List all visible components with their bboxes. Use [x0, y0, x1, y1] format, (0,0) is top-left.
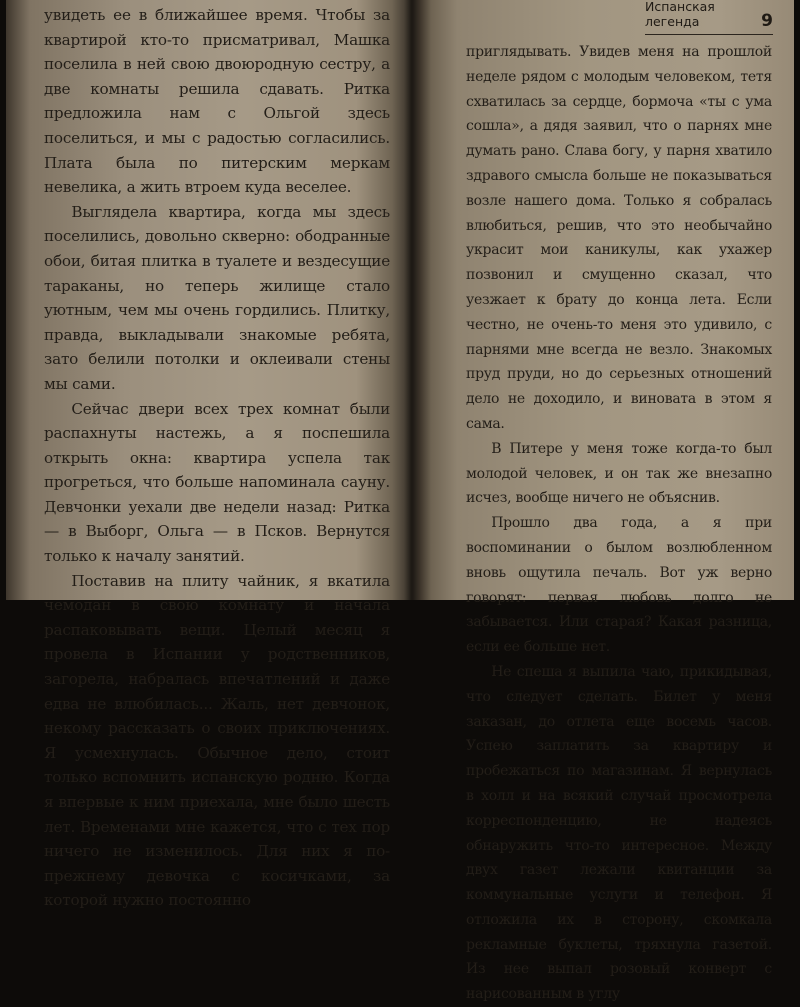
paragraph: Сейчас двери всех трех комнат были распахнуты настежь, а я поспешила открыть окна: квартира успела так прогреться, что больше напоминала сауну. Девчонки уехали две недели назад: Ритка — в Выборг, Ольга — в Псков. Вернутся только к началу занятий. — [44, 399, 390, 566]
paragraph: приглядывать. Увидев меня на прошлой неделе рядом с молодым человеком, тетя схватилась за сердце, бормоча «ты с ума сошла», а дядя заявил, что о парнях мне думать рано. Слава богу, у парня хватило здравого смысла больше не показываться возле нашего дома. Только я собралась влюбиться, решив, что это необычайно украсит мои каникулы, как ухажер позвонил и смущенно сказал, что уезжает к брату до конца лета. Если честно, не очень-то меня это удивило, с парнями мне всегда не везло. Знакомых пруд пруди, но до серьезных отношений дело не доходило, и виновата в этом я сама. — [466, 44, 772, 432]
running-title: Испанская легенда — [645, 0, 715, 29]
page-number: 9 — [761, 11, 773, 31]
paragraph: В Питере у меня тоже когда-то был молодой человек, и он так же внезапно исчез, вообще ничего не объяснив. — [466, 440, 772, 507]
paragraph: Поставив на плиту чайник, я вкатила чемодан в свою комнату и начала распаковывать вещи. Целый месяц я провела в Испании у родственников, загорела, набралась впечатлений и даже едва не влюбилась... Жаль, нет девчонок, некому рассказать о своих приключениях. Я усмехнулась. Обычное дело, стоит только вспомнить испанскую родню. Когда я впервые к ним приехала, мне было шесть лет. Временами мне кажется, что с тех пор ничего не изменилось. Для них я по-прежнему девочка с косичками, за которой нужно постоянно — [44, 571, 390, 910]
book-gutter — [404, 0, 420, 600]
running-header — [645, 0, 773, 35]
left-page-text — [44, 3, 390, 913]
left-page — [6, 0, 404, 910]
right-page — [420, 0, 794, 1003]
paragraph: увидеть ее в ближайшее время. Чтобы за квартирой кто-то присматривал, Машка поселила в ней свою двоюродную сестру, а две комнаты решила сдавать. Ритка предложила нам с Ольгой здесь поселиться, и мы с радостью согласились. Плата была по питерским меркам невелика, а жить втроем куда веселее. — [44, 6, 390, 197]
paragraph: Не спеша я выпила чаю, прикидывая, что следует сделать. Билет у меня заказан, до отлета еще восемь часов. Успею заплатить за квартиру и пробежаться по магазинам. Я вернулась в холл и на всякий случай просмотрела корреспонденцию, не надеясь обнаружить что-то интересное. Между двух газет лежали квитанции за коммунальные услуги и телефон. Я отложила их в сторону, скомкала рекламные буклеты, тряхнула газетой. Из нее выпал розовый конверт с нарисованным в углу — [466, 663, 772, 1003]
paragraph: Прошло два года, а я при воспоминании о былом возлюбленном вновь ощутила печаль. Вот уж верно говорят: первая любовь долго не забывается. Или старая? Какая разница, если ее больше нет. — [466, 515, 772, 656]
open-book — [6, 0, 794, 1003]
right-page-text — [466, 40, 772, 1007]
paragraph: Выглядела квартира, когда мы здесь поселились, довольно скверно: ободранные обои, битая плитка в туалете и вездесущие тараканы, но теперь жилище стало уютным, чем мы очень гордились. Плитку, правда, выкладывали знакомые ребята, зато белили потолки и оклеивали стены мы сами. — [44, 202, 390, 393]
